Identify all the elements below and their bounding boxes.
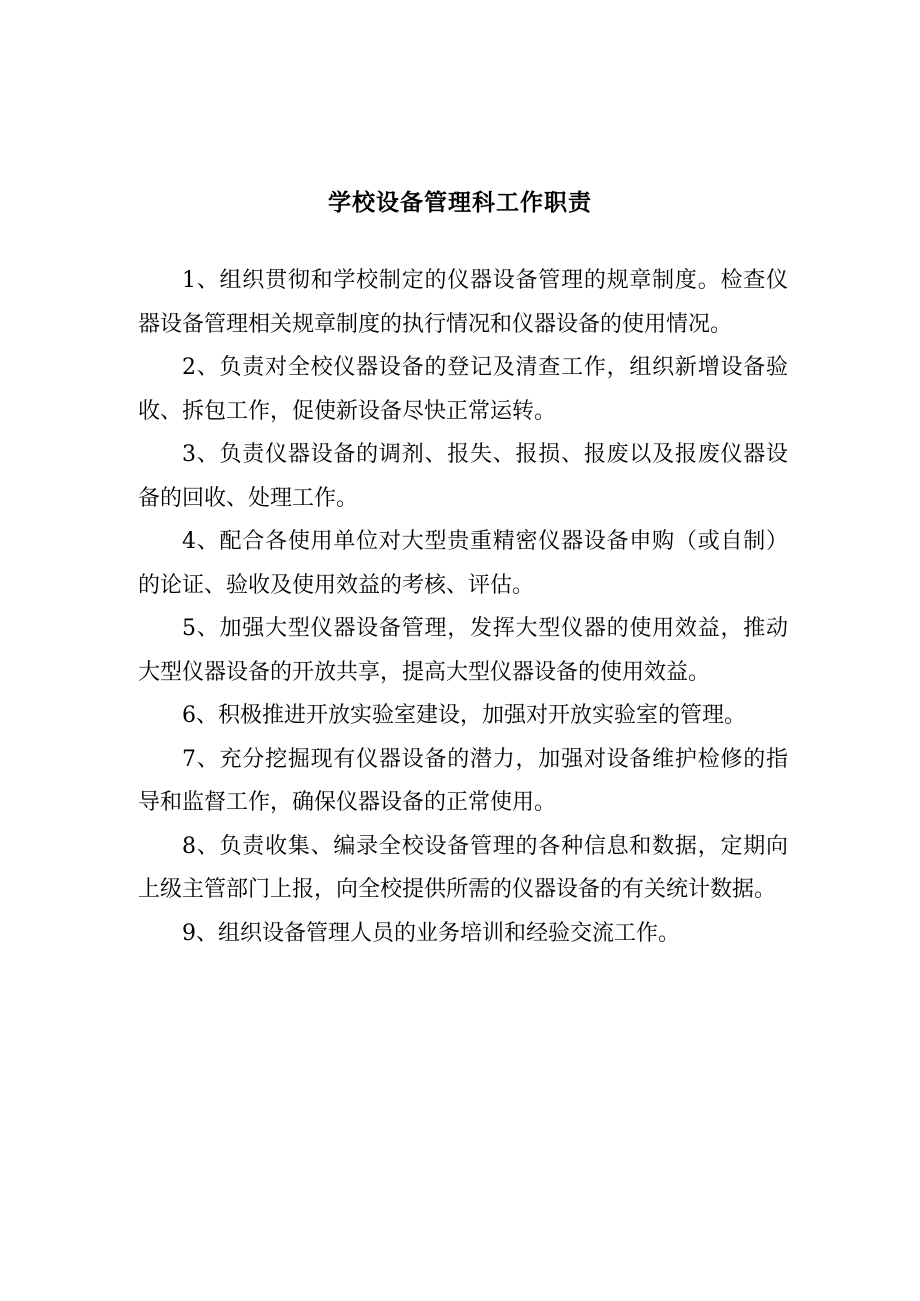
duty-item-9: 9、组织设备管理人员的业务培训和经验交流工作。 [182,920,680,946]
duty-item-8: 8、负责收集、编录全校设备管理的各种信息和数据，定期向上级主管部门上报，向全校提供所需的仪器设备的有关统计数据。 [138,833,788,902]
document-body [138,259,788,955]
duty-item-5: 5、加强大型仪器设备管理，发挥大型仪器的使用效益，推动大型仪器设备的开放共享，提高大型仪器设备的使用效益。 [138,616,788,685]
duty-item-1: 1、组织贯彻和学校制定的仪器设备管理的规章制度。检查仪器设备管理相关规章制度的执行情况和仪器设备的使用情况。 [138,268,788,337]
duty-item-2: 2、负责对全校仪器设备的登记及清查工作，组织新增设备验收、拆包工作，促使新设备尽快正常运转。 [138,355,788,424]
duty-item-4: 4、配合各使用单位对大型贵重精密仪器设备申购（或自制）的论证、验收及使用效益的考核、评估。 [138,529,788,598]
document-title: 学校设备管理科工作职责 [328,189,592,217]
duty-item-7: 7、充分挖掘现有仪器设备的潜力，加强对设备维护检修的指导和监督工作，确保仪器设备的正常使用。 [138,746,788,815]
duty-item-3: 3、负责仪器设备的调剂、报失、报损、报废以及报废仪器设备的回收、处理工作。 [138,442,788,511]
duty-item-6: 6、积极推进开放实验室建设，加强对开放实验室的管理。 [182,703,746,728]
